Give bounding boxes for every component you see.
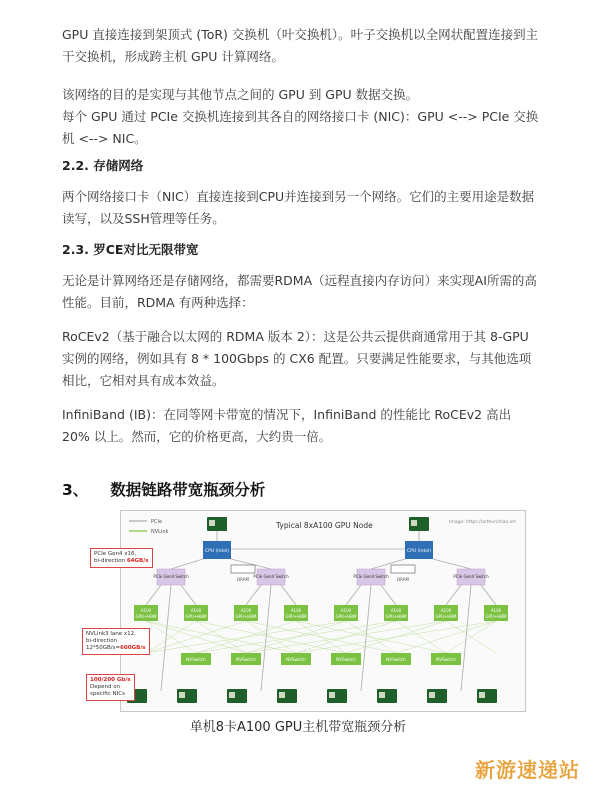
paragraph-rdma: 无论是计算网络还是存储网络，都需要RDMA（远程直接内存访问）来实现AI所需的高性能。目前，RDMA 有两种选择： bbox=[62, 273, 537, 310]
gpu-sub: GPU+HBM bbox=[435, 614, 457, 619]
gpu-label: A100 bbox=[290, 608, 302, 613]
dram-right bbox=[391, 565, 415, 573]
gpu-sub: GPU+HBM bbox=[185, 614, 207, 619]
nvswitches bbox=[181, 653, 461, 665]
paragraph-rocev2: RoCEv2（基于融合以太网的 RDMA 版本 2）：这是公共云提供商通常用于其 8-GPU 实例的网络，例如具有 8 * 100Gbps 的 CX6 配置。只要满足性能要求，与其他选项相比，它相对具有成本效益。 bbox=[62, 329, 532, 388]
pcie-link bbox=[171, 559, 203, 569]
diagram-canvas bbox=[121, 511, 525, 711]
heading-storage-network: 2.2. 存储网络 bbox=[62, 158, 144, 173]
pcie-switch-label: PCIe Gen4 Switch bbox=[353, 574, 389, 579]
pcie-link bbox=[181, 585, 196, 605]
gpu-sub: GPU+HBM bbox=[135, 614, 157, 619]
pcie-link bbox=[346, 585, 361, 605]
pcie-switch-label: PCIe Gen4 Switch bbox=[253, 574, 289, 579]
section-title: 数据链路带宽瓶颈分析 bbox=[110, 481, 266, 499]
nvswitch-label: NVSwitch bbox=[286, 657, 306, 662]
pcie-switches bbox=[157, 569, 485, 585]
pcie-switch-label: PCIe Gen4 Switch bbox=[453, 574, 489, 579]
section-number: 3、 bbox=[62, 481, 89, 499]
site-watermark: 新游速递站 bbox=[475, 758, 580, 782]
pcie-link bbox=[146, 585, 161, 605]
nvlink-mesh bbox=[146, 621, 496, 653]
pcie-switch-label: PCIe Gen4 Switch bbox=[153, 574, 189, 579]
pcie-nic-link bbox=[361, 585, 371, 691]
gpu-sub: GPU+HBM bbox=[485, 614, 507, 619]
nvswitch-label: NVSwitch bbox=[186, 657, 206, 662]
dram-left bbox=[231, 565, 255, 573]
nvswitch-label: NVSwitch bbox=[236, 657, 256, 662]
bottom-nic-chips bbox=[129, 692, 485, 698]
image-credit: Image: https://arthurchiao.art bbox=[449, 520, 516, 525]
gpu-label: A100 bbox=[390, 608, 402, 613]
dram-right-label: DRAM bbox=[397, 577, 409, 582]
pcie-nic-link bbox=[261, 585, 271, 691]
diagram-caption: 单机8卡A100 GPU主机带宽瓶颈分析 bbox=[189, 720, 407, 735]
callout-nic-bandwidth: 100/200 Gb/s Depend on specific NICs bbox=[86, 674, 135, 701]
gpu-label: A100 bbox=[240, 608, 252, 613]
pcie-link bbox=[246, 585, 261, 605]
pcie-link bbox=[481, 585, 496, 605]
legend-nvlink: NVLink bbox=[151, 529, 169, 535]
pcie-link bbox=[433, 559, 471, 569]
callout-nvlink-bandwidth: NVLink3 lane x12, bi-direction 12*50GB/s=600GB/s bbox=[82, 628, 150, 655]
paragraph-tor-switch: GPU 直接连接到架顶式 (ToR) 交换机（叶交换机）。叶子交换机以全网状配置连接到主干交换机，形成跨主机 GPU 计算网络。 bbox=[62, 27, 539, 64]
gpu-sub: GPU+HBM bbox=[385, 614, 407, 619]
gpu-label: A100 bbox=[140, 608, 152, 613]
nvswitch-label: NVSwitch bbox=[436, 657, 456, 662]
gpu-label: A100 bbox=[440, 608, 452, 613]
heading-roce-vs-ib: 2.3. 罗CE对比无限带宽 bbox=[62, 242, 199, 257]
pcie-link bbox=[446, 585, 461, 605]
pcie-link bbox=[381, 585, 396, 605]
legend-pcie: PCIe bbox=[151, 519, 163, 525]
paragraph-network-purpose: 该网络的目的是实现与其他节点之间的 GPU 到 GPU 数据交换。 bbox=[62, 87, 419, 102]
nvswitch-label: NVSwitch bbox=[336, 657, 356, 662]
cpu-right-label: CPU (Intel) bbox=[406, 549, 432, 554]
gpu-label: A100 bbox=[340, 608, 352, 613]
paragraph-gpu-pcie-nic: 每个 GPU 通过 PCIe 交换机连接到其各自的网络接口卡 (NIC)：GPU <--> PCIe 交换机 <--> NIC。 bbox=[62, 109, 539, 146]
gpu-sub: GPU+HBM bbox=[235, 614, 257, 619]
nvswitch-label: NVSwitch bbox=[386, 657, 406, 662]
callout-pcie-bandwidth: PCIe Gen4 x16, bi-direction 64GB/s bbox=[90, 548, 153, 568]
gpu-sub: GPU+HBM bbox=[285, 614, 307, 619]
gpu-label: A100 bbox=[190, 608, 202, 613]
cpu-left-label: CPU (Intel) bbox=[204, 549, 230, 554]
gpu-sub: GPU+HBM bbox=[335, 614, 357, 619]
paragraph-infiniband: InfiniBand (IB)：在同等网卡带宽的情况下，InfiniBand 的性能比 RoCEv2 高出 20% 以上。然而，它的价格更高，大约贵一倍。 bbox=[62, 407, 512, 444]
section-heading-bottleneck bbox=[62, 478, 265, 500]
nic-chip bbox=[209, 520, 215, 526]
paragraph-storage-nic: 两个网络接口卡（NIC）直接连接到CPU并连接到另一个网络。它们的主要用途是数据读写，以及SSH管理等任务。 bbox=[62, 189, 535, 226]
gpu-label: A100 bbox=[490, 608, 502, 613]
pcie-link bbox=[281, 585, 296, 605]
top-nic-left bbox=[207, 517, 227, 531]
gpu-node-diagram bbox=[120, 510, 526, 712]
diagram-title: Typical 8xA100 GPU Node bbox=[276, 521, 373, 530]
top-nic-right bbox=[409, 517, 429, 531]
nic-chip bbox=[411, 520, 417, 526]
dram-left-label: DRAM bbox=[237, 577, 249, 582]
